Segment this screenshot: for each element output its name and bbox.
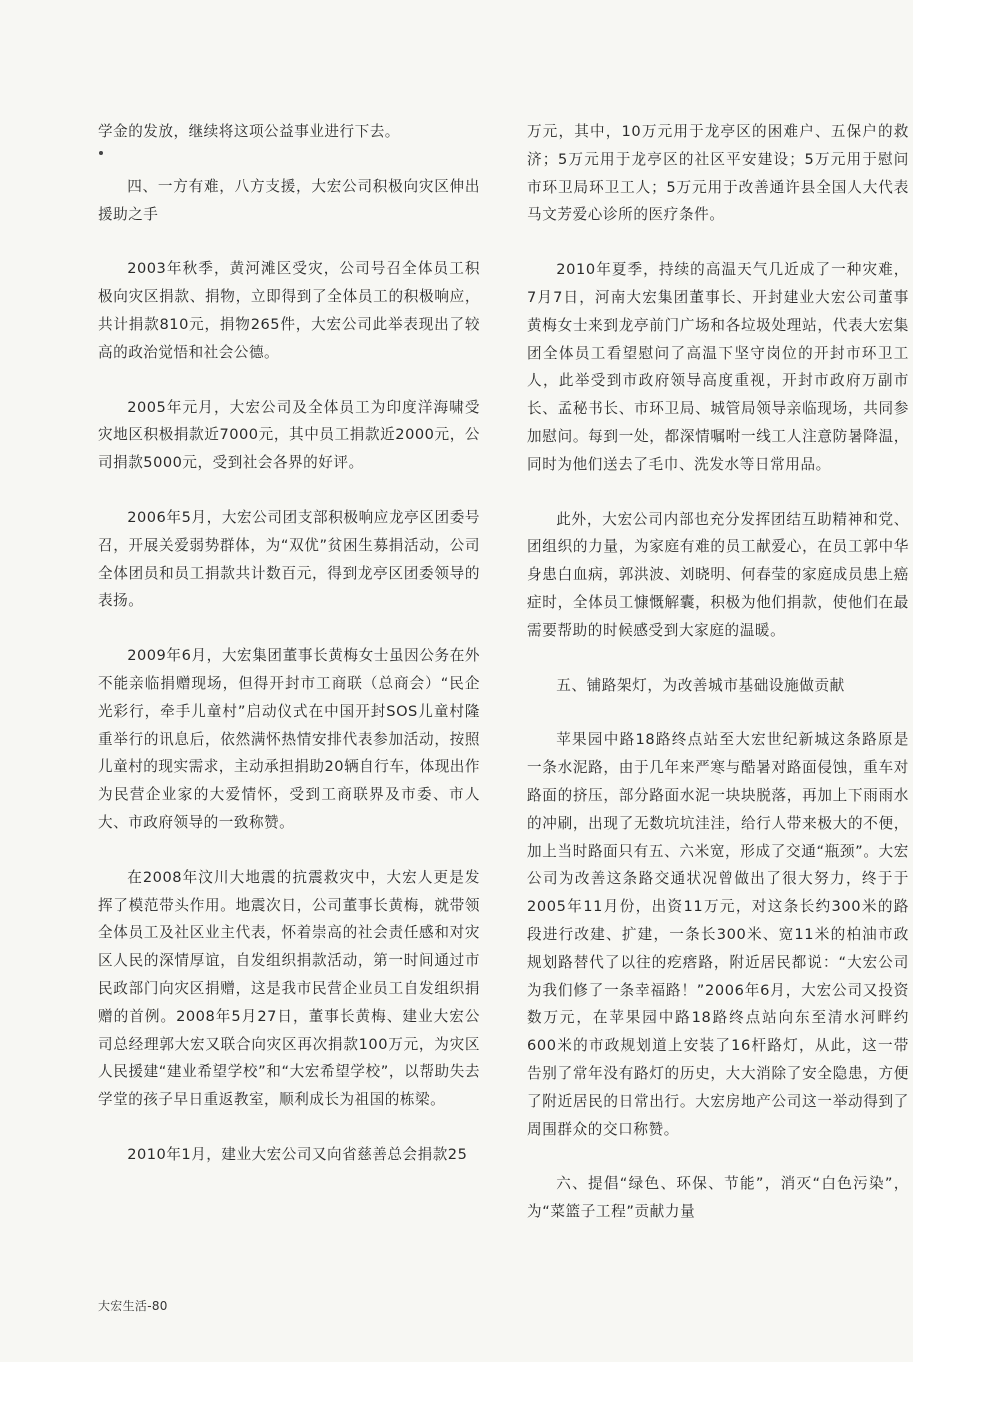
scan-speck (99, 151, 103, 155)
paragraph: 在2008年汶川大地震的抗震救灾中，大宏人更是发挥了模范带头作用。地震次日，公司董事长黄梅，就带领全体员工及社区业主代表，怀着崇高的社会责任感和对灾区人民的深情厚谊，自发组织捐款活动，第一时间通过市民政部门向灾区捐赠，这是我市民营企业员工自发组织捐赠的首例。2008年5月27日，董事长黄梅、建业大宏公司总经理郭大宏又联合向灾区再次捐款100万元，为灾区人民援建“建业希望学校”和“大宏希望学校”，以帮助失去学堂的孩子早日重返教室，顺利成长为祖国的栋梁。 (98, 868, 480, 1109)
section-heading: 五、铺路架灯，为改善城市基础设施做贡献 (556, 676, 845, 694)
paragraph: 学金的发放，继续将这项公益事业进行下去。 (98, 123, 400, 140)
paragraph: 2005年元月，大宏公司及全体员工为印度洋海啸受灾地区积极捐款近7000元，其中员工捐款近2000元，公司捐款5000元，受到社会各界的好评。 (98, 398, 480, 472)
paragraph: 2010年1月，建业大宏公司又向省慈善总会捐款25 (127, 1145, 468, 1163)
paragraph: 2006年5月，大宏公司团支部积极响应龙亭区团委号召，开展关爱弱势群体，为“双优”贫困生募捐活动，公司全体团员和员工捐款共计数百元，得到龙亭区团委领导的表扬。 (98, 508, 480, 610)
section-heading: 六、提倡“绿色、环保、节能”，消灭“白色污染”，为“菜篮子工程”贡献力量 (527, 1175, 909, 1221)
paragraph: 此外，大宏公司内部也充分发挥团结互助精神和党、团组织的力量，为家庭有难的员工献爱心，在员工郭中华身患白血病，郭洪波、刘晓明、何春莹的家庭成员患上癌症时，全体员工慷慨解囊，积极为他们捐款，使他们在最需要帮助的时候感受到大家庭的温暖。 (527, 510, 909, 639)
paragraph: 2009年6月，大宏集团董事长黄梅女士虽因公务在外不能亲临捐赠现场，但得开封市工商联（总商会）“民企光彩行，牵手儿童村”启动仪式在中国开封SOS儿童村隆重举行的讯息后，依然满怀热情安排代表参加活动，按照儿童村的现实需求，主动承担捐助20辆自行车，体现出作为民营企业家的大爱情怀，受到工商联界及市委、市人大、市政府领导的一致称赞。 (98, 647, 480, 831)
right-column (527, 118, 909, 1226)
paragraph: 苹果园中路18路终点站至大宏世纪新城这条路原是一条水泥路，由于几年来严寒与酷暑对路面侵蚀，重车对路面的挤压，部分路面水泥一块块脱落，再加上下雨雨水的冲刷，出现了无数坑坑洼洼，给行人带来极大的不便，加上当时路面只有五、六米宽，形成了交通“瓶颈”。大宏公司为改善这条路交通状况曾做出了很大努力，终于于2005年11月份，出资11万元，对这条长约300米的路段进行改建、扩建，一条长300米、宽11米的柏油市政规划路替代了以往的疙瘩路，附近居民都说：“大宏公司为我们修了一条幸福路！”2006年6月，大宏公司又投资数万元，在苹果园中路18路终点站向东至清水河畔约600米的市政规划道上安装了16杆路灯，从此，这一带告别了常年没有路灯的历史，大大消除了安全隐患，方便了附近居民的日常出行。大宏房地产公司这一举动得到了周围群众的交口称赞。 (527, 731, 909, 1138)
paragraph: 2003年秋季，黄河滩区受灾，公司号召全体员工积极向灾区捐款、捐物，立即得到了全体员工的积极响应，共计捐款810元，捐物265件，大宏公司此举表现出了较高的政治觉悟和社会公德。 (98, 260, 480, 361)
section-heading: 四、一方有难，八方支援，大宏公司积极向灾区伸出援助之手 (98, 177, 480, 223)
page-footer: 大宏生活-80 (98, 1299, 168, 1313)
paragraph: 2010年夏季，持续的高温天气几近成了一种灾难，7月7日，河南大宏集团董事长、开封建业大宏公司董事黄梅女士来到龙亭前门广场和各垃圾处理站，代表大宏集团全体员工看望慰问了高温下坚守岗位的开封市环卫工人，此举受到市政府领导高度重视，开封市政府万副市长、孟秘书长、市环卫局、城管局领导亲临现场，共同参加慰问。每到一处，都深情嘱咐一线工人注意防暑降温，同时为他们送去了毛巾、洗发水等日常用品。 (527, 261, 909, 473)
left-column (98, 118, 480, 1169)
paragraph: 万元，其中，10万元用于龙亭区的困难户、五保户的救济；5万元用于龙亭区的社区平安建设；5万元用于慰问市环卫局环卫工人；5万元用于改善通许县全国人大代表马文芳爱心诊所的医疗条件。 (527, 123, 909, 224)
